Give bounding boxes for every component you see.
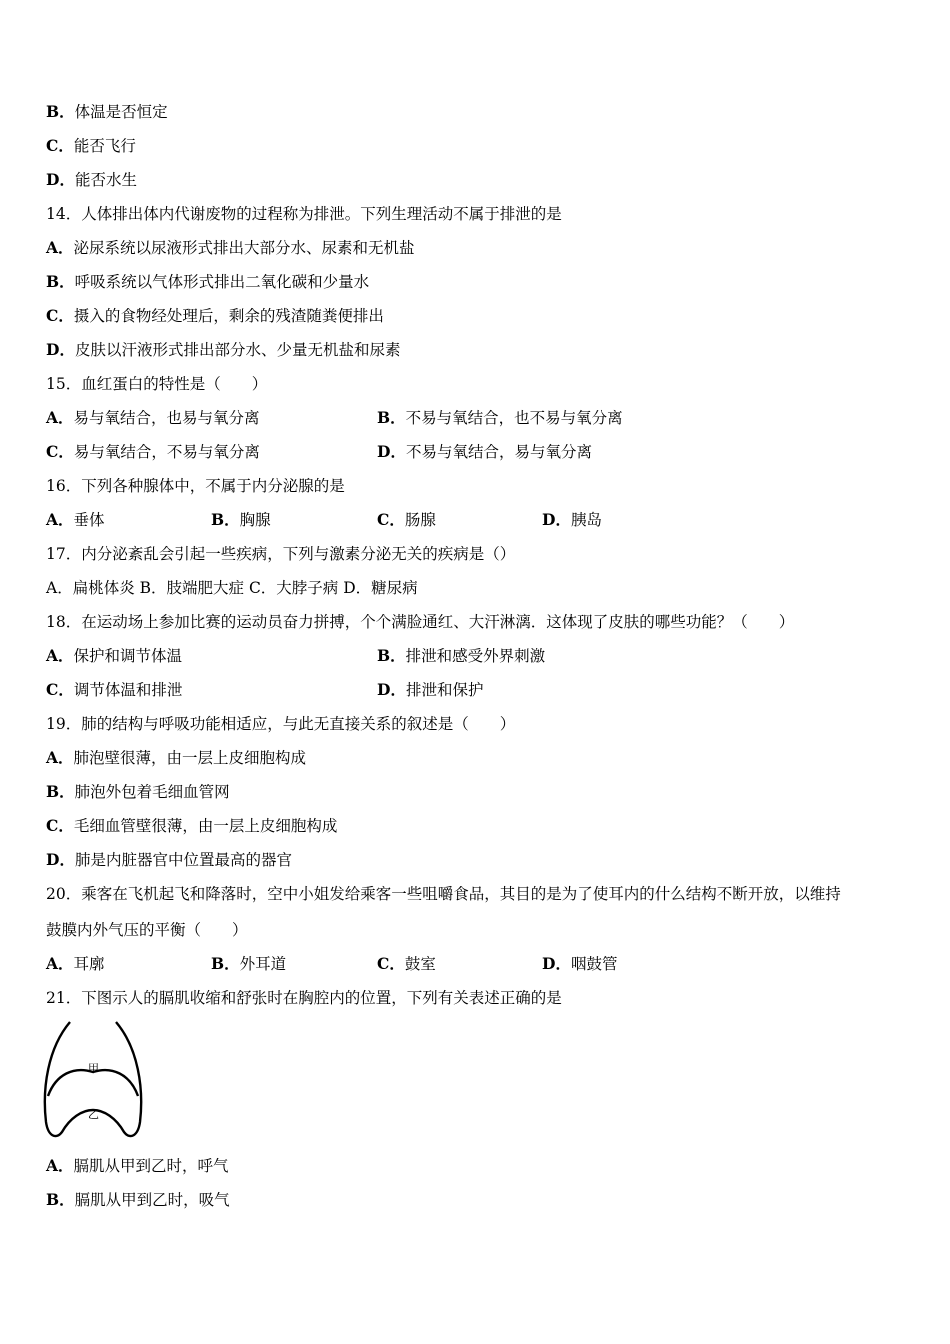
q16-option-a: A．垂体 (46, 510, 105, 529)
q17-stem: 17．内分泌紊乱会引起一些疾病，下列与激素分泌无关的疾病是（） (46, 545, 516, 563)
q14-option-b: B．呼吸系统以气体形式排出二氧化碳和少量水 (46, 272, 370, 291)
q16-option-d: D．胰岛 (542, 510, 602, 529)
q15-options-row2 (46, 442, 950, 462)
q16-options (46, 510, 950, 530)
q18-options-row2 (46, 680, 950, 700)
q15-option-a: A．易与氧结合，也易与氧分离 (46, 408, 260, 427)
label-jia: 甲 (88, 1062, 99, 1075)
q15-options-row1 (46, 408, 950, 428)
q14-option-a: A．泌尿系统以尿液形式排出大部分水、尿素和无机盐 (46, 238, 415, 257)
q21-option-a: A．膈肌从甲到乙时，呼气 (46, 1156, 229, 1175)
q20-options (46, 954, 950, 974)
q19-option-d: D．肺是内脏器官中位置最高的器官 (46, 850, 292, 869)
diaphragm-diagram (40, 1018, 146, 1142)
q19-option-c: C．毛细血管壁很薄，由一层上皮细胞构成 (46, 816, 338, 835)
q18-options-row1 (46, 646, 950, 666)
q20-stem-line2: 鼓膜内外气压的平衡（ ） (46, 921, 248, 939)
q21-stem: 21．下图示人的膈肌收缩和舒张时在胸腔内的位置，下列有关表述正确的是 (46, 989, 562, 1007)
q18-option-a: A．保护和调节体温 (46, 646, 183, 665)
q17-options: A．扁桃体炎 B．肢端肥大症 C．大脖子病 D．糖尿病 (46, 579, 418, 597)
q14-option-c: C．摄入的食物经处理后，剩余的残渣随粪便排出 (46, 306, 384, 325)
q19-stem: 19．肺的结构与呼吸功能相适应，与此无直接关系的叙述是（ ） (46, 715, 516, 733)
q14-option-d: D．皮肤以汗液形式排出部分水、少量无机盐和尿素 (46, 340, 401, 359)
q15-option-b: B．不易与氧结合，也不易与氧分离 (377, 408, 623, 427)
q15-stem: 15．血红蛋白的特性是（ ） (46, 375, 268, 393)
q16-option-c: C．肠腺 (377, 510, 436, 529)
q14-stem: 14．人体排出体内代谢废物的过程称为排泄。下列生理活动不属于排泄的是 (46, 205, 562, 223)
option-d-prev: D．能否水生 (46, 170, 137, 189)
q19-option-b: B．肺泡外包着毛细血管网 (46, 782, 230, 801)
q16-stem: 16．下列各种腺体中，不属于内分泌腺的是 (46, 477, 345, 495)
q21-option-b: B．膈肌从甲到乙时，吸气 (46, 1190, 230, 1209)
q18-option-b: B．排泄和感受外界刺激 (377, 646, 546, 665)
q18-option-c: C．调节体温和排泄 (46, 680, 183, 699)
q18-stem: 18．在运动场上参加比赛的运动员奋力拼搏，个个满脸通红、大汗淋漓．这体现了皮肤的哪些功能？（ ） (46, 613, 795, 631)
q20-option-c: C．鼓室 (377, 954, 436, 973)
q20-option-d: D．咽鼓管 (542, 954, 618, 973)
q15-option-d: D．不易与氧结合，易与氧分离 (377, 442, 592, 461)
q18-option-d: D．排泄和保护 (377, 680, 484, 699)
q20-option-a: A．耳廓 (46, 954, 105, 973)
q19-option-a: A．肺泡壁很薄，由一层上皮细胞构成 (46, 748, 307, 767)
option-c-prev: C．能否飞行 (46, 136, 136, 155)
q20-stem-line1: 20．乘客在飞机起飞和降落时，空中小姐发给乘客一些咀嚼食品，其目的是为了使耳内的什么结构不断开放，以维持 (46, 885, 841, 903)
q20-option-b: B．外耳道 (211, 954, 287, 973)
label-yi: 乙 (88, 1108, 99, 1121)
q15-option-c: C．易与氧结合，不易与氧分离 (46, 442, 260, 461)
option-b-prev: B．体温是否恒定 (46, 102, 168, 121)
q16-option-b: B．胸腺 (211, 510, 271, 529)
